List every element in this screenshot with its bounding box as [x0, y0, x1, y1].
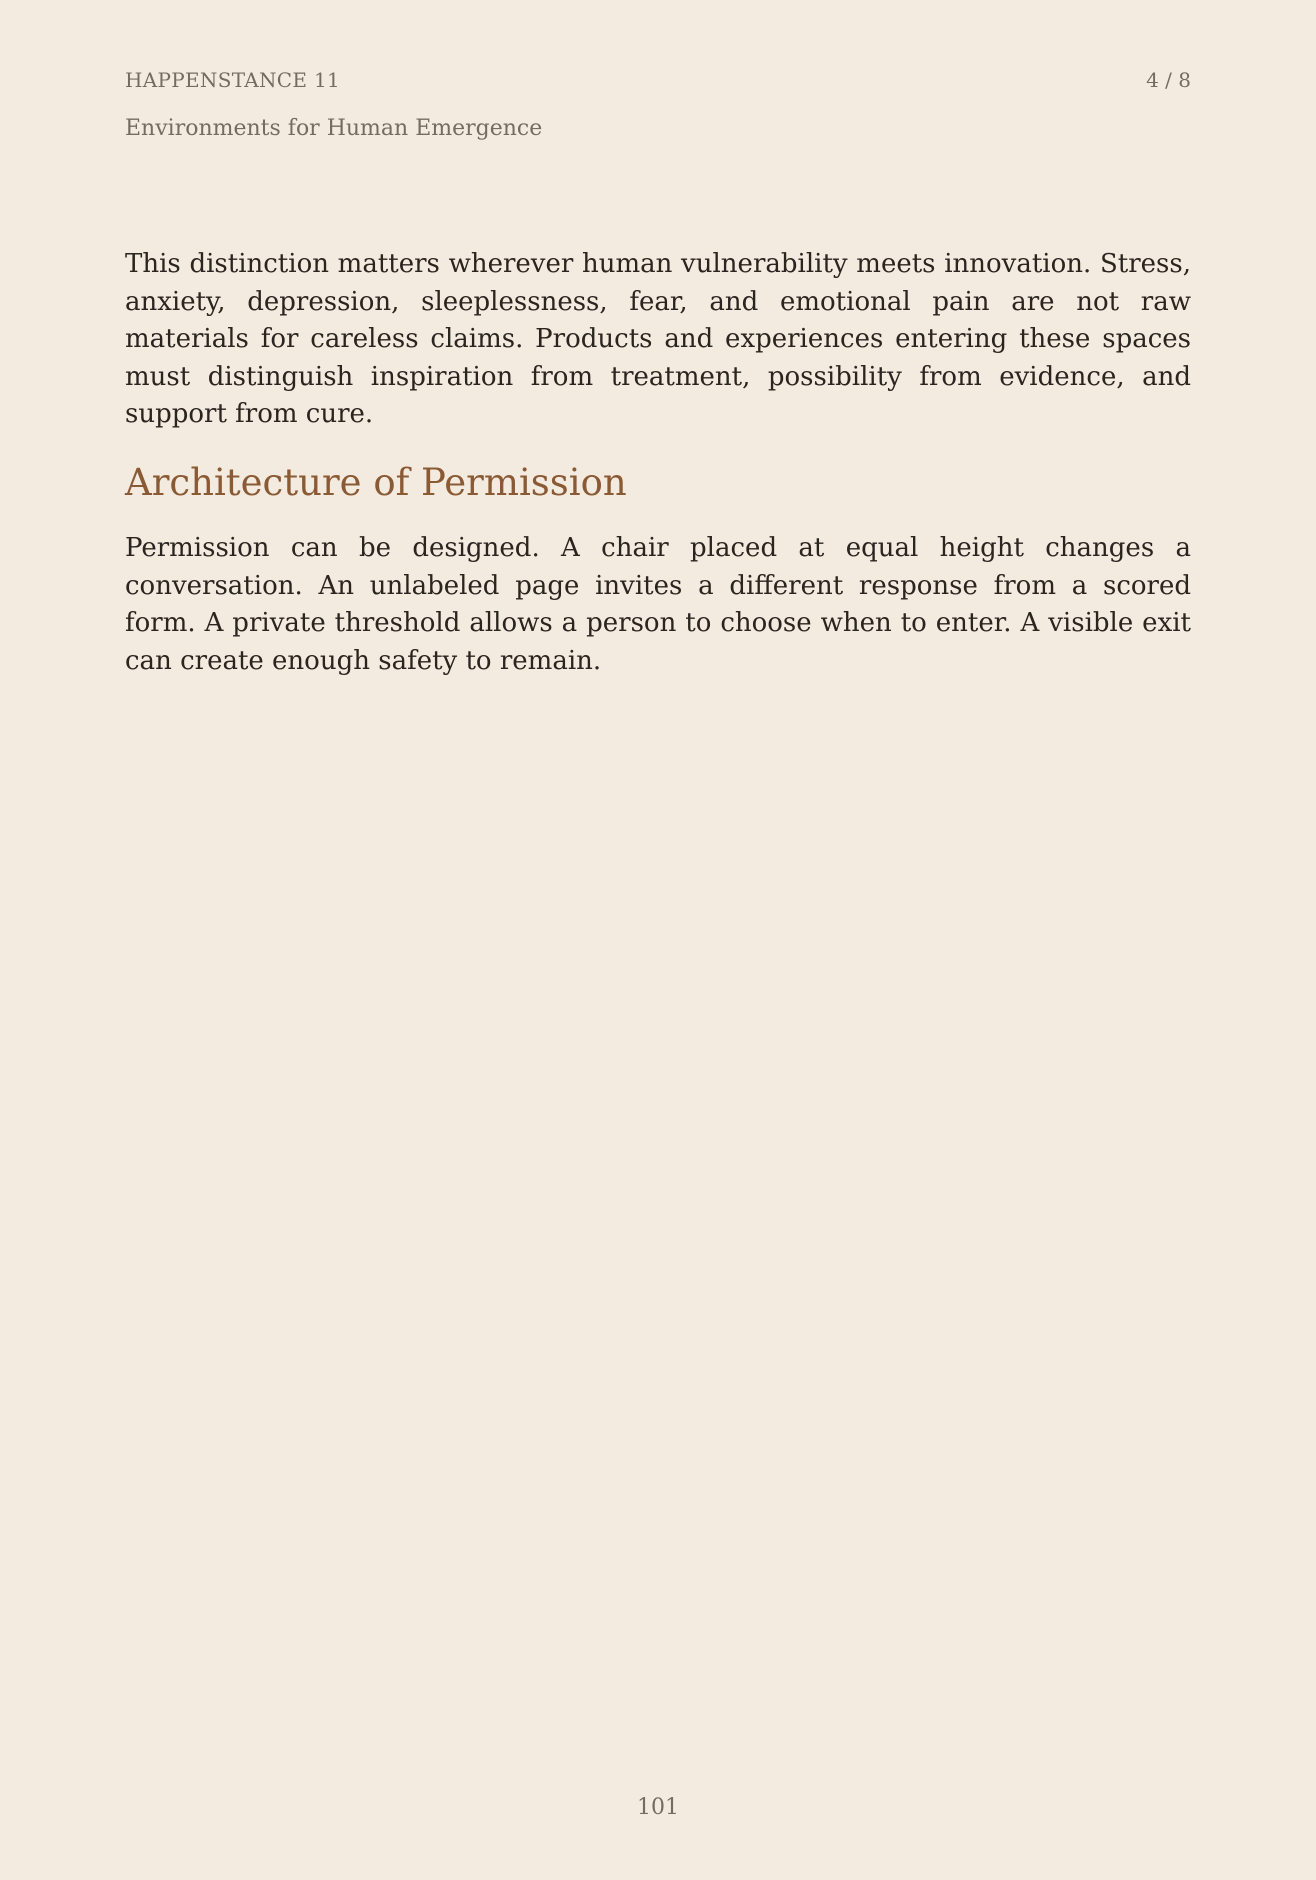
page-content [125, 246, 1191, 680]
running-header-subtitle: Environments for Human Emergence [125, 116, 543, 141]
page-position-indicator: 4 / 8 [1146, 68, 1191, 92]
body-paragraph-2: Permission can be designed. A chair placed at equal height changes a conversation. An unlabeled page invites a different response from a scored form. A private threshold allows a person to choose when to enter. A visible exit can create enough safety to remain. [125, 532, 1191, 676]
running-header-title: HAPPENSTANCE 11 [125, 68, 340, 92]
section-heading: Architecture of Permission [125, 460, 627, 504]
body-paragraph-1: This distinction matters wherever human vulnerability meets innovation. Stress, anxiety, depression, sleeplessness, fear, and emotional pain are not raw materials for careless claims. Products and experiences entering these spaces must distinguish inspiration from treatment, possibility from evidence, and support from cure. [125, 249, 1191, 430]
page-number: 101 [637, 1795, 679, 1820]
